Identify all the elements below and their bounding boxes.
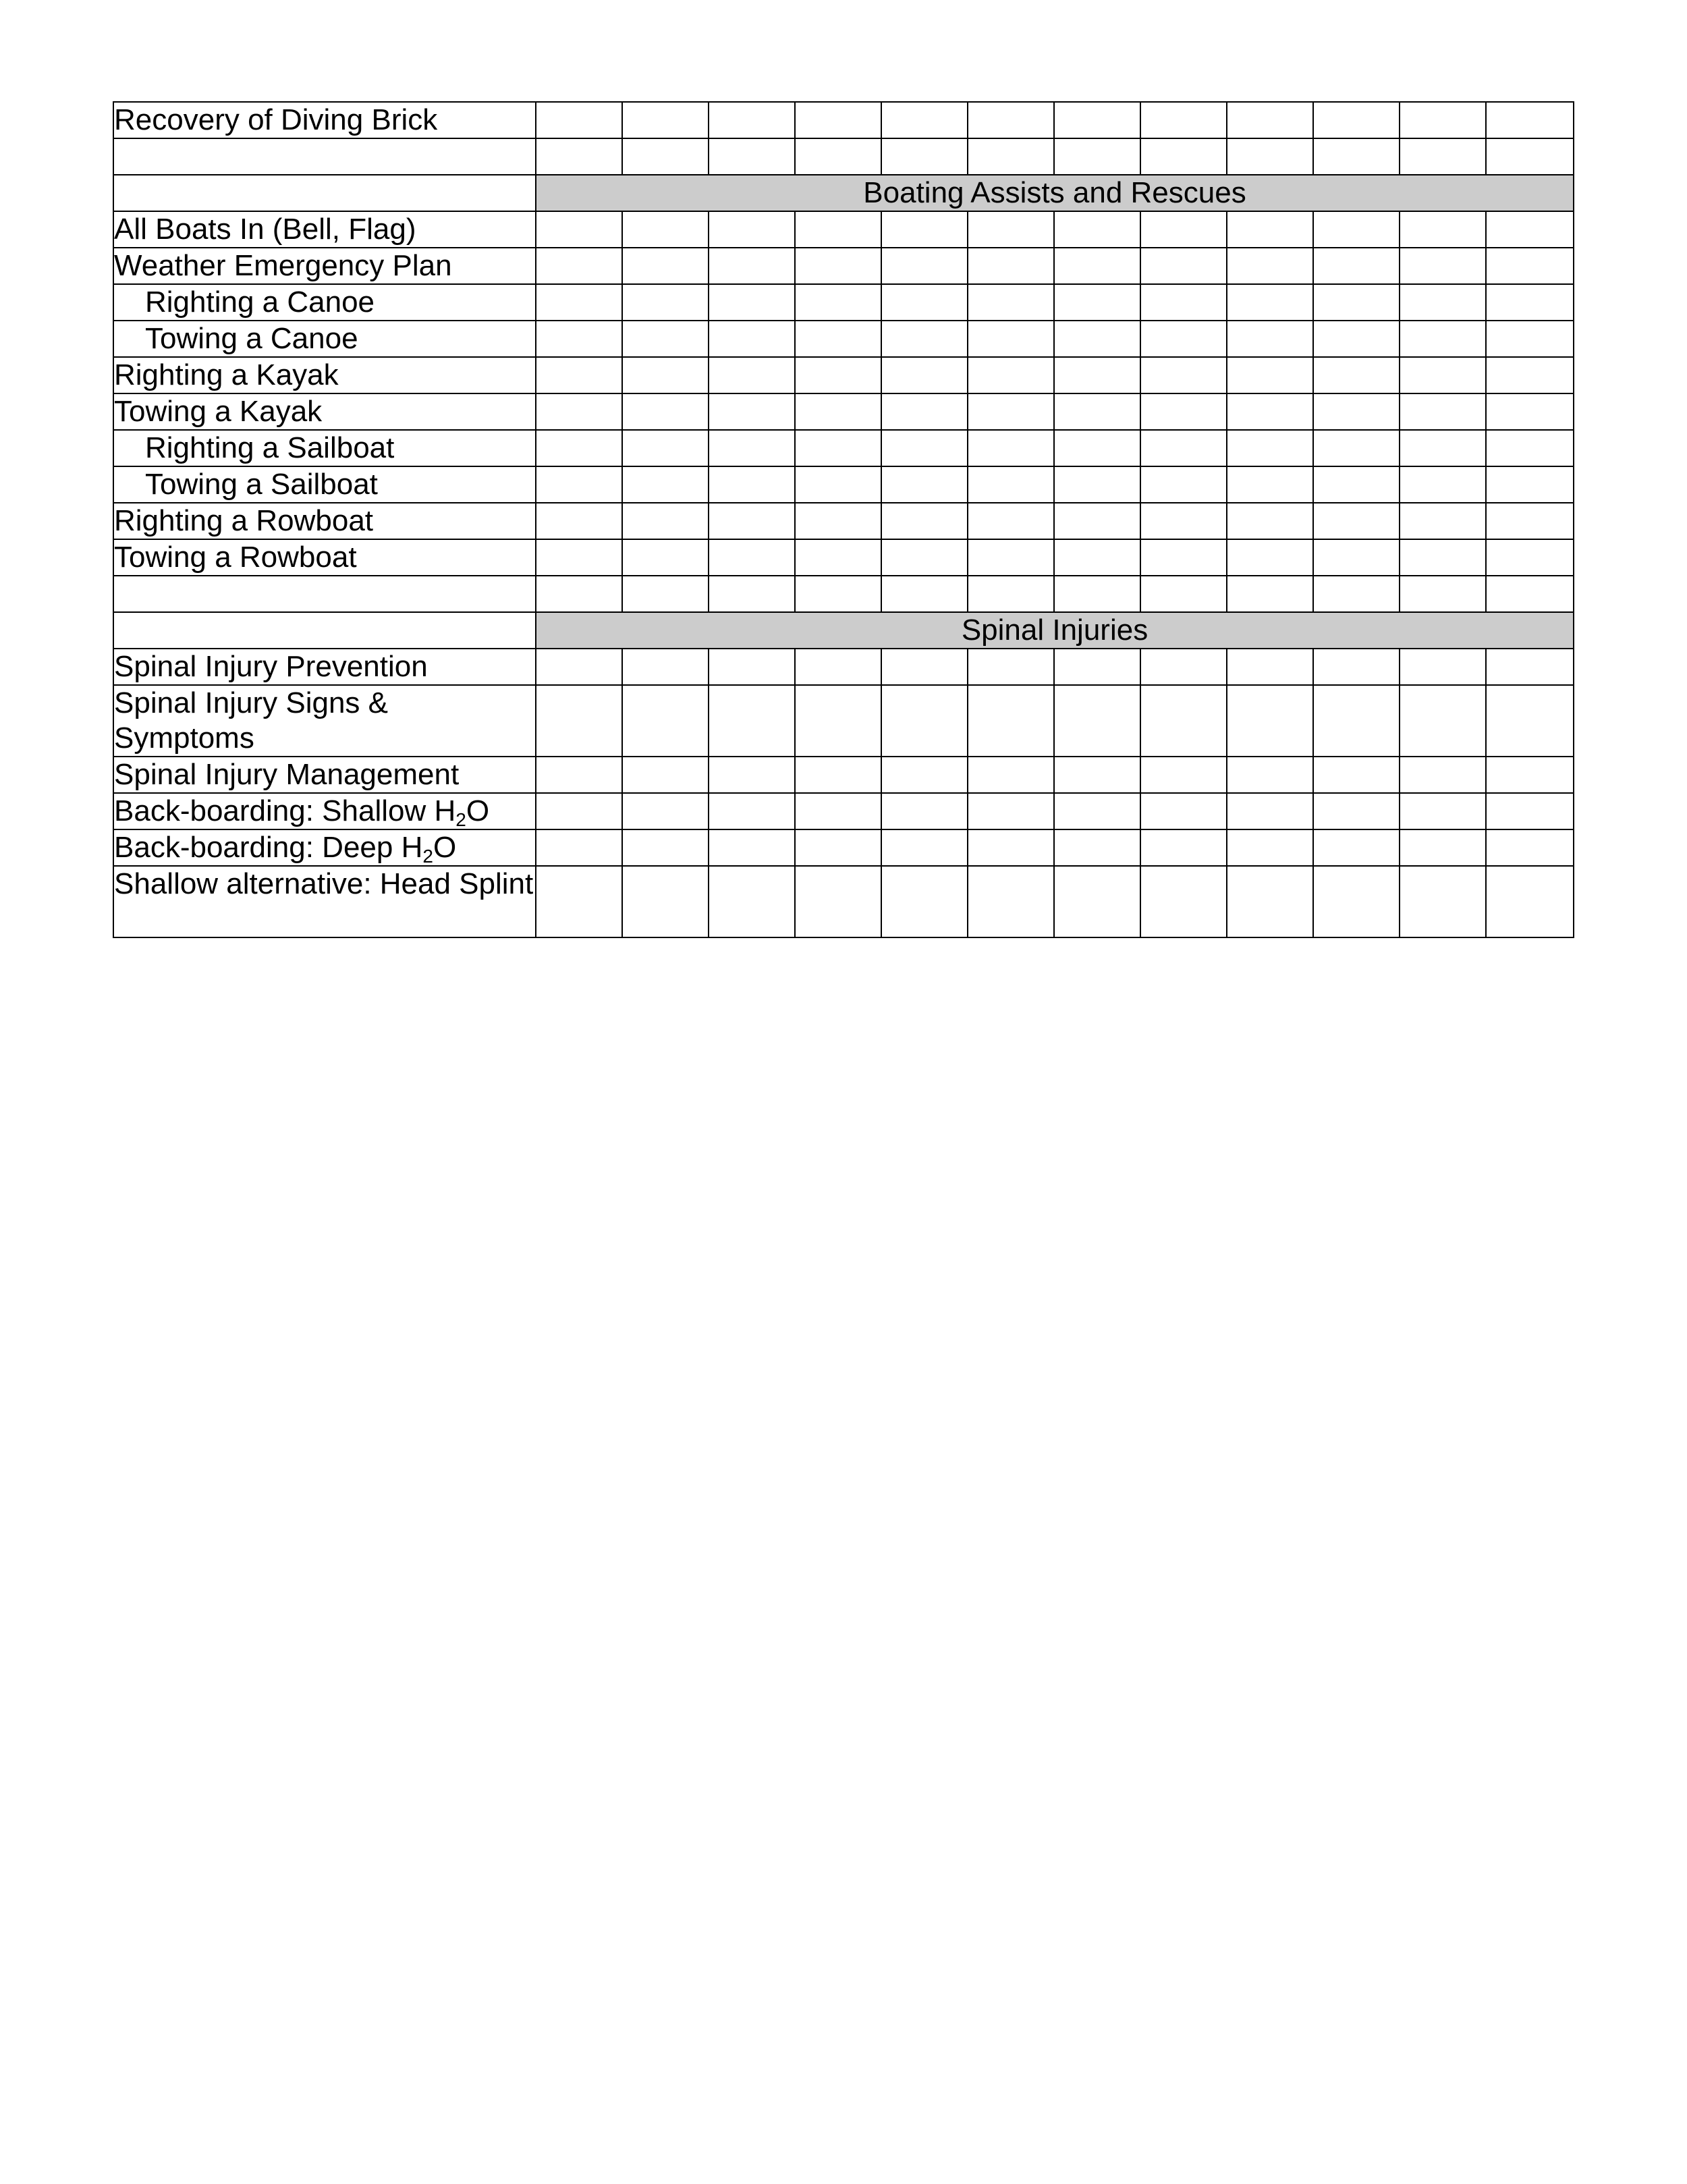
skill-row (113, 539, 1574, 576)
skill-row (113, 284, 1574, 321)
check-cell[interactable] (1486, 393, 1574, 430)
check-cell (1140, 138, 1227, 175)
check-cell (1054, 138, 1140, 175)
check-cell[interactable] (968, 284, 1054, 321)
check-cell[interactable] (709, 102, 795, 138)
check-cell[interactable] (1313, 102, 1400, 138)
check-cell (622, 138, 709, 175)
check-cell[interactable] (622, 284, 709, 321)
check-cell (536, 576, 622, 612)
check-cell (968, 576, 1054, 612)
check-cell[interactable] (536, 503, 622, 539)
check-cell[interactable] (1400, 685, 1486, 757)
check-cell[interactable] (1313, 430, 1400, 466)
check-cell[interactable] (1140, 539, 1227, 576)
check-cell[interactable] (536, 757, 622, 793)
skill-label (113, 357, 536, 393)
check-cell[interactable] (1486, 321, 1574, 357)
check-cell[interactable] (536, 466, 622, 503)
skill-label-text: Towing a Kayak (114, 395, 323, 428)
check-cell[interactable] (1486, 866, 1574, 937)
skill-label (113, 576, 536, 612)
check-cell[interactable] (1486, 357, 1574, 393)
check-cell[interactable] (1227, 757, 1313, 793)
check-cell[interactable] (968, 757, 1054, 793)
check-cell[interactable] (795, 357, 881, 393)
skill-label (113, 685, 536, 757)
check-cell[interactable] (1140, 248, 1227, 284)
section-header-row (113, 612, 1574, 649)
check-cell[interactable] (795, 685, 881, 757)
check-cell[interactable] (622, 357, 709, 393)
check-cell[interactable] (1400, 793, 1486, 829)
check-cell[interactable] (1486, 211, 1574, 248)
check-cell[interactable] (1054, 503, 1140, 539)
check-cell[interactable] (1313, 284, 1400, 321)
check-cell[interactable] (1054, 102, 1140, 138)
check-cell[interactable] (1486, 102, 1574, 138)
blank-row (113, 138, 1574, 175)
check-cell[interactable] (1054, 793, 1140, 829)
skill-label (113, 284, 536, 321)
check-cell[interactable] (881, 102, 968, 138)
skill-label (113, 321, 536, 357)
check-cell (1227, 138, 1313, 175)
check-cell[interactable] (622, 211, 709, 248)
skill-label-text: Towing a Rowboat (114, 541, 357, 574)
check-cell[interactable] (1486, 539, 1574, 576)
skill-label-text: Towing a Canoe (145, 322, 358, 355)
check-cell (1140, 576, 1227, 612)
check-cell[interactable] (795, 321, 881, 357)
check-cell[interactable] (1313, 503, 1400, 539)
check-cell[interactable] (795, 866, 881, 937)
section-title: Boating Assists and Rescues (536, 175, 1574, 211)
check-cell[interactable] (795, 466, 881, 503)
check-cell[interactable] (1313, 466, 1400, 503)
check-cell[interactable] (1227, 649, 1313, 685)
skill-row (113, 466, 1574, 503)
check-cell[interactable] (968, 393, 1054, 430)
check-cell[interactable] (1054, 248, 1140, 284)
check-cell[interactable] (1313, 248, 1400, 284)
check-cell[interactable] (1227, 685, 1313, 757)
section-title: Spinal Injuries (536, 612, 1574, 649)
check-cell[interactable] (881, 248, 968, 284)
skill-label-text: All Boats In (Bell, Flag) (114, 213, 416, 246)
check-cell[interactable] (1313, 829, 1400, 866)
check-cell[interactable] (795, 829, 881, 866)
skill-row (113, 211, 1574, 248)
skill-label (113, 466, 536, 503)
check-cell[interactable] (1400, 357, 1486, 393)
check-cell (1486, 138, 1574, 175)
check-cell[interactable] (1227, 284, 1313, 321)
check-cell[interactable] (622, 248, 709, 284)
check-cell[interactable] (795, 539, 881, 576)
check-cell (1313, 576, 1400, 612)
check-cell[interactable] (622, 503, 709, 539)
check-cell[interactable] (622, 102, 709, 138)
check-cell[interactable] (1313, 649, 1400, 685)
check-cell[interactable] (709, 284, 795, 321)
check-cell[interactable] (968, 248, 1054, 284)
check-cell[interactable] (1486, 248, 1574, 284)
check-cell[interactable] (795, 284, 881, 321)
check-cell[interactable] (881, 503, 968, 539)
skill-row (113, 757, 1574, 793)
check-cell[interactable] (709, 321, 795, 357)
check-cell (1400, 138, 1486, 175)
check-cell[interactable] (1400, 466, 1486, 503)
check-cell[interactable] (968, 829, 1054, 866)
check-cell[interactable] (1140, 685, 1227, 757)
check-cell[interactable] (622, 685, 709, 757)
check-cell (1054, 576, 1140, 612)
check-cell[interactable] (536, 430, 622, 466)
skill-row (113, 102, 1574, 138)
skill-row (113, 793, 1574, 829)
check-cell (1227, 576, 1313, 612)
skill-label-text: Righting a Canoe (145, 285, 375, 319)
check-cell (622, 576, 709, 612)
check-cell[interactable] (881, 357, 968, 393)
check-cell[interactable] (1227, 539, 1313, 576)
check-cell (881, 138, 968, 175)
check-cell[interactable] (968, 357, 1054, 393)
check-cell[interactable] (881, 430, 968, 466)
check-cell[interactable] (795, 649, 881, 685)
check-cell[interactable] (1313, 757, 1400, 793)
check-cell[interactable] (1313, 393, 1400, 430)
skill-label-text: Righting a Kayak (114, 358, 339, 391)
section-header-row (113, 175, 1574, 211)
check-cell[interactable] (881, 757, 968, 793)
check-cell[interactable] (1313, 539, 1400, 576)
skill-row (113, 357, 1574, 393)
skill-label (113, 138, 536, 175)
check-cell[interactable] (709, 866, 795, 937)
skill-label (113, 503, 536, 539)
check-cell[interactable] (1054, 757, 1140, 793)
check-cell[interactable] (1313, 685, 1400, 757)
check-cell[interactable] (1486, 829, 1574, 866)
check-cell[interactable] (1140, 430, 1227, 466)
check-cell[interactable] (1486, 430, 1574, 466)
check-cell[interactable] (536, 539, 622, 576)
check-cell[interactable] (1486, 757, 1574, 793)
check-cell[interactable] (1140, 102, 1227, 138)
check-cell[interactable] (1227, 248, 1313, 284)
check-cell[interactable] (795, 757, 881, 793)
check-cell[interactable] (536, 211, 622, 248)
skill-label-text: Righting a Rowboat (114, 504, 374, 537)
check-cell[interactable] (1054, 539, 1140, 576)
check-cell[interactable] (1227, 503, 1313, 539)
check-cell[interactable] (709, 793, 795, 829)
check-cell (536, 138, 622, 175)
check-cell[interactable] (968, 866, 1054, 937)
check-cell[interactable] (1227, 430, 1313, 466)
skill-label (113, 248, 536, 284)
check-cell[interactable] (709, 430, 795, 466)
check-cell[interactable] (968, 102, 1054, 138)
skill-label-text: Righting a Sailboat (145, 431, 395, 464)
check-cell[interactable] (1140, 866, 1227, 937)
skill-row (113, 649, 1574, 685)
table-body (113, 102, 1574, 937)
check-cell[interactable] (1140, 466, 1227, 503)
check-cell[interactable] (1054, 866, 1140, 937)
check-cell[interactable] (536, 649, 622, 685)
check-cell[interactable] (622, 466, 709, 503)
skill-label-text: Shallow alternative: Head Splint (114, 867, 534, 900)
check-cell[interactable] (1486, 685, 1574, 757)
check-cell[interactable] (1400, 539, 1486, 576)
check-cell[interactable] (1054, 357, 1140, 393)
check-cell[interactable] (1227, 357, 1313, 393)
check-cell[interactable] (709, 503, 795, 539)
check-cell[interactable] (622, 866, 709, 937)
check-cell (1313, 138, 1400, 175)
check-cell[interactable] (881, 466, 968, 503)
check-cell[interactable] (1140, 829, 1227, 866)
check-cell[interactable] (1054, 649, 1140, 685)
blank-row (113, 576, 1574, 612)
check-cell[interactable] (536, 793, 622, 829)
check-cell[interactable] (795, 211, 881, 248)
check-cell[interactable] (1140, 284, 1227, 321)
check-cell[interactable] (1400, 321, 1486, 357)
check-cell[interactable] (968, 466, 1054, 503)
check-cell[interactable] (795, 503, 881, 539)
check-cell[interactable] (795, 393, 881, 430)
check-cell[interactable] (1313, 793, 1400, 829)
skill-label (113, 175, 536, 211)
check-cell[interactable] (1400, 211, 1486, 248)
skill-row (113, 321, 1574, 357)
check-cell[interactable] (1054, 466, 1140, 503)
check-cell[interactable] (881, 829, 968, 866)
check-cell[interactable] (1313, 357, 1400, 393)
check-cell (709, 138, 795, 175)
skill-label-text: Spinal Injury Signs & Symptoms (114, 686, 388, 755)
skill-label (113, 793, 536, 829)
check-cell[interactable] (881, 321, 968, 357)
check-cell[interactable] (1140, 211, 1227, 248)
check-cell[interactable] (795, 248, 881, 284)
check-cell[interactable] (968, 211, 1054, 248)
check-cell[interactable] (1227, 102, 1313, 138)
check-cell[interactable] (1400, 248, 1486, 284)
check-cell (881, 576, 968, 612)
check-cell[interactable] (881, 211, 968, 248)
skill-label-text: Weather Emergency Plan (114, 249, 452, 282)
check-cell[interactable] (795, 793, 881, 829)
check-cell (709, 576, 795, 612)
check-cell[interactable] (622, 430, 709, 466)
skill-row (113, 248, 1574, 284)
skill-row (113, 503, 1574, 539)
check-cell[interactable] (536, 321, 622, 357)
check-cell (795, 576, 881, 612)
check-cell[interactable] (709, 539, 795, 576)
skill-row (113, 393, 1574, 430)
subscript: 2 (422, 846, 433, 867)
check-cell[interactable] (536, 284, 622, 321)
check-cell[interactable] (968, 793, 1054, 829)
check-cell[interactable] (1227, 393, 1313, 430)
skill-row (113, 685, 1574, 757)
check-cell[interactable] (1400, 866, 1486, 937)
skill-label-text: Spinal Injury Prevention (114, 650, 428, 683)
check-cell[interactable] (1227, 321, 1313, 357)
skill-label-text: Recovery of Diving Brick (114, 103, 438, 136)
check-cell[interactable] (622, 793, 709, 829)
check-cell[interactable] (1054, 321, 1140, 357)
check-cell[interactable] (622, 829, 709, 866)
check-cell[interactable] (795, 430, 881, 466)
check-cell[interactable] (1313, 321, 1400, 357)
check-cell[interactable] (1227, 866, 1313, 937)
skill-row (113, 829, 1574, 866)
check-cell (1400, 576, 1486, 612)
skill-row (113, 866, 1574, 937)
check-cell[interactable] (1140, 357, 1227, 393)
check-cell[interactable] (1140, 393, 1227, 430)
check-cell[interactable] (709, 757, 795, 793)
check-cell[interactable] (1054, 430, 1140, 466)
skill-label-text: Back-boarding: Deep H (114, 831, 423, 864)
check-cell[interactable] (1400, 829, 1486, 866)
skill-label (113, 430, 536, 466)
skill-label-text: Towing a Sailboat (145, 468, 378, 501)
skill-label (113, 102, 536, 138)
check-cell[interactable] (709, 357, 795, 393)
check-cell[interactable] (968, 539, 1054, 576)
check-cell[interactable] (1140, 503, 1227, 539)
check-cell[interactable] (1054, 393, 1140, 430)
check-cell[interactable] (709, 393, 795, 430)
check-cell[interactable] (1140, 321, 1227, 357)
check-cell[interactable] (709, 649, 795, 685)
check-cell[interactable] (536, 102, 622, 138)
check-cell[interactable] (622, 539, 709, 576)
skill-label (113, 612, 536, 649)
check-cell[interactable] (1227, 466, 1313, 503)
check-cell[interactable] (1400, 430, 1486, 466)
check-cell[interactable] (709, 685, 795, 757)
check-cell[interactable] (709, 248, 795, 284)
check-cell[interactable] (1227, 793, 1313, 829)
check-cell[interactable] (1400, 757, 1486, 793)
check-cell[interactable] (709, 829, 795, 866)
check-cell[interactable] (968, 649, 1054, 685)
skill-label (113, 539, 536, 576)
check-cell[interactable] (968, 321, 1054, 357)
check-cell[interactable] (968, 430, 1054, 466)
check-cell[interactable] (1227, 211, 1313, 248)
check-cell[interactable] (795, 102, 881, 138)
check-cell[interactable] (1140, 793, 1227, 829)
check-cell[interactable] (881, 685, 968, 757)
skill-label (113, 866, 536, 937)
check-cell[interactable] (1313, 866, 1400, 937)
skill-label (113, 211, 536, 248)
check-cell[interactable] (1140, 649, 1227, 685)
check-cell[interactable] (881, 649, 968, 685)
check-cell[interactable] (1227, 829, 1313, 866)
check-cell[interactable] (622, 757, 709, 793)
check-cell[interactable] (1400, 102, 1486, 138)
skill-label-text: Back-boarding: Shallow H (114, 794, 456, 827)
check-cell[interactable] (881, 793, 968, 829)
check-cell[interactable] (709, 466, 795, 503)
check-cell[interactable] (881, 866, 968, 937)
check-cell[interactable] (1486, 503, 1574, 539)
check-cell (795, 138, 881, 175)
check-cell[interactable] (536, 829, 622, 866)
check-cell[interactable] (536, 248, 622, 284)
check-cell[interactable] (1054, 211, 1140, 248)
check-cell (968, 138, 1054, 175)
check-cell[interactable] (1486, 793, 1574, 829)
check-cell (1486, 576, 1574, 612)
check-cell[interactable] (1486, 284, 1574, 321)
check-cell[interactable] (536, 866, 622, 937)
check-cell[interactable] (1400, 503, 1486, 539)
check-cell[interactable] (1140, 757, 1227, 793)
check-cell[interactable] (1054, 829, 1140, 866)
subscript: 2 (455, 809, 466, 830)
check-cell[interactable] (536, 357, 622, 393)
skills-checklist-table (113, 101, 1574, 938)
check-cell[interactable] (881, 284, 968, 321)
skill-label (113, 757, 536, 793)
check-cell[interactable] (881, 539, 968, 576)
check-cell[interactable] (1054, 284, 1140, 321)
check-cell[interactable] (1486, 466, 1574, 503)
check-cell[interactable] (1400, 393, 1486, 430)
skill-label (113, 829, 536, 866)
skill-label (113, 393, 536, 430)
check-cell[interactable] (881, 393, 968, 430)
check-cell[interactable] (1400, 649, 1486, 685)
skill-label-suffix: O (466, 794, 490, 827)
check-cell[interactable] (1486, 649, 1574, 685)
skill-label-suffix: O (433, 831, 457, 864)
skill-label (113, 649, 536, 685)
check-cell[interactable] (622, 321, 709, 357)
check-cell[interactable] (968, 503, 1054, 539)
check-cell[interactable] (536, 393, 622, 430)
check-cell[interactable] (968, 685, 1054, 757)
skill-label-text: Spinal Injury Management (114, 758, 460, 791)
check-cell[interactable] (622, 649, 709, 685)
check-cell[interactable] (1054, 685, 1140, 757)
check-cell[interactable] (1313, 211, 1400, 248)
check-cell[interactable] (536, 685, 622, 757)
check-cell[interactable] (622, 393, 709, 430)
check-cell[interactable] (1400, 284, 1486, 321)
check-cell[interactable] (709, 211, 795, 248)
skill-row (113, 430, 1574, 466)
